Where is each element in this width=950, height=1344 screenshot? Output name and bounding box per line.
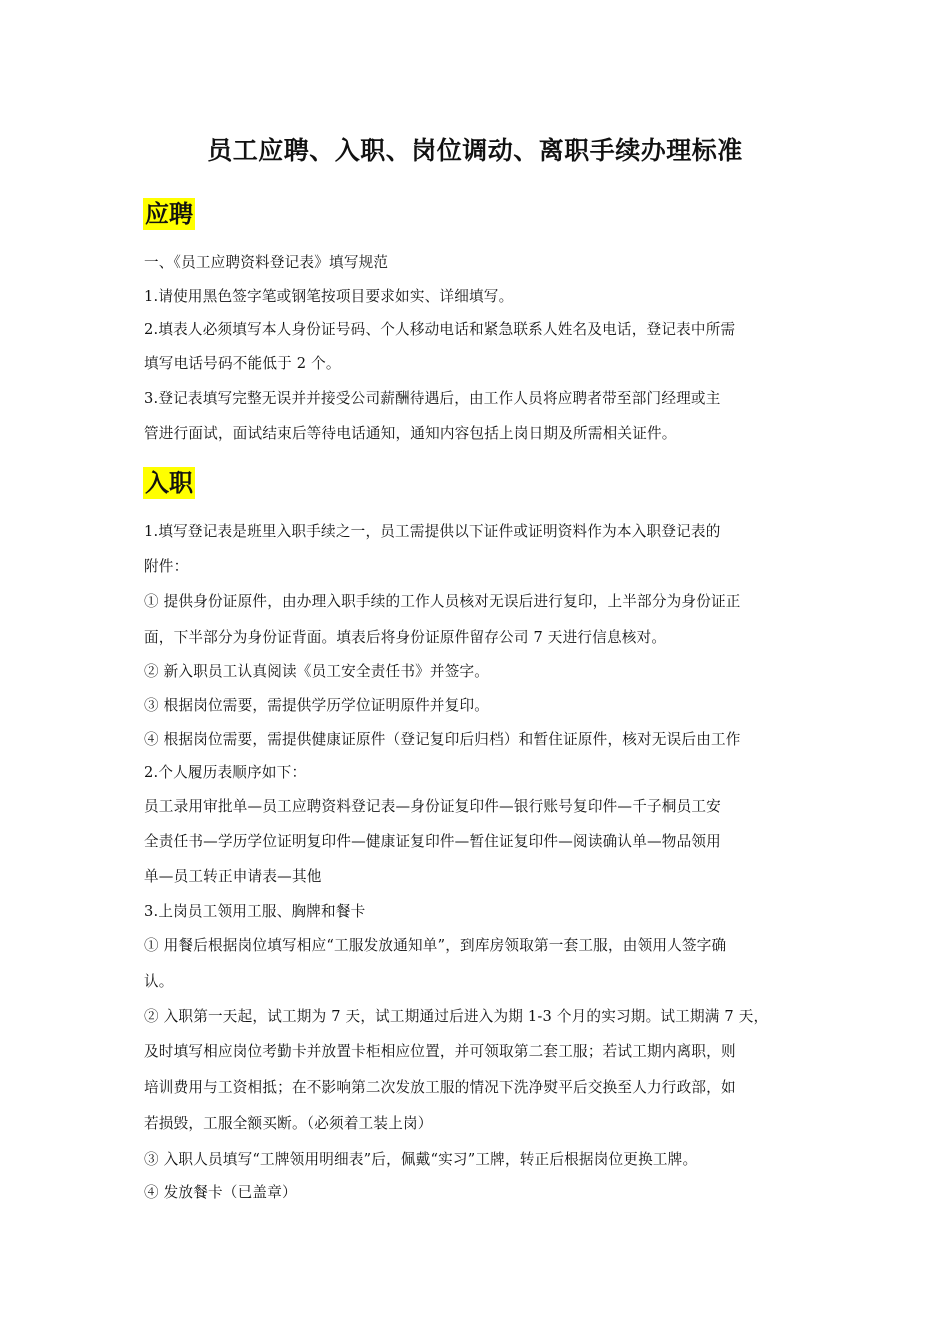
paragraph-line: 一、《员工应聘资料登记表》填写规范 — [144, 254, 389, 271]
paragraph-line: ① 提供身份证原件，由办理入职手续的工作人员核对无误后进行复印，上半部分为身份证正 — [144, 593, 741, 610]
paragraph-line: 填写电话号码不能低于 2 个。 — [144, 355, 341, 372]
paragraph-line: 及时填写相应岗位考勤卡并放置卡柜相应位置，并可领取第二套工服；若试工期内离职，则 — [144, 1043, 736, 1060]
paragraph-line: 管进行面试，面试结束后等待电话通知，通知内容包括上岗日期及所需相关证件。 — [144, 425, 677, 442]
paragraph-line: 3.登记表填写完整无误并并接受公司薪酬待遇后，由工作人员将应聘者带至部门经理或主 — [144, 390, 721, 407]
paragraph-line: 3.上岗员工领用工服、胸牌和餐卡 — [144, 903, 366, 920]
paragraph-line: 全责任书—学历学位证明复印件—健康证复印件—暂住证复印件—阅读确认单—物品领用 — [144, 833, 721, 850]
paragraph-line: ③ 入职人员填写“工牌领用明细表”后，佩戴“实习”工牌，转正后根据岗位更换工牌。 — [144, 1151, 698, 1168]
paragraph-line: ④ 根据岗位需要，需提供健康证原件（登记复印后归档）和暂住证原件，核对无误后由工作 — [144, 731, 741, 748]
paragraph-line: 附件： — [144, 558, 189, 575]
paragraph-line: 面，下半部分为身份证背面。填表后将身份证原件留存公司 7 天进行信息核对。 — [144, 629, 667, 646]
paragraph-line: 2.填表人必须填写本人身份证号码、个人移动电话和紧急联系人姓名及电话，登记表中所需 — [144, 321, 736, 338]
paragraph-line: 1.填写登记表是班里入职手续之一，员工需提供以下证件或证明资料作为本入职登记表的 — [144, 523, 721, 540]
page-title: 员工应聘、入职、岗位调动、离职手续办理标准 — [207, 136, 743, 165]
paragraph-line: ③ 根据岗位需要，需提供学历学位证明原件并复印。 — [144, 697, 490, 714]
paragraph-line: 培训费用与工资相抵；在不影响第二次发放工服的情况下洗净熨平后交换至人力行政部，如 — [144, 1079, 736, 1096]
paragraph-line: ① 用餐后根据岗位填写相应“工服发放通知单”，到库房领取第一套工服，由领用人签字确 — [144, 937, 727, 954]
paragraph-line: ② 入职第一天起，试工期为 7 天，试工期通过后进入为期 1-3 个月的实习期。试工期满 7 天， — [144, 1008, 769, 1025]
paragraph-line: 单—员工转正申请表—其他 — [144, 868, 322, 885]
paragraph-line: ④ 发放餐卡（已盖章） — [144, 1184, 297, 1201]
paragraph-line: 2.个人履历表顺序如下： — [144, 764, 307, 781]
section-heading-onboarding: 入职 — [145, 469, 193, 497]
section-heading-application: 应聘 — [145, 200, 193, 228]
paragraph-line: 认。 — [144, 973, 174, 990]
paragraph-line: 若损毁，工服全额买断。（必须着工装上岗） — [144, 1115, 433, 1132]
paragraph-line: 员工录用审批单—员工应聘资料登记表—身份证复印件—银行账号复印件—千子桐员工安 — [144, 798, 721, 815]
paragraph-line: 1.请使用黑色签字笔或钢笔按项目要求如实、详细填写。 — [144, 288, 514, 305]
paragraph-line: ② 新入职员工认真阅读《员工安全责任书》并签字。 — [144, 663, 490, 680]
